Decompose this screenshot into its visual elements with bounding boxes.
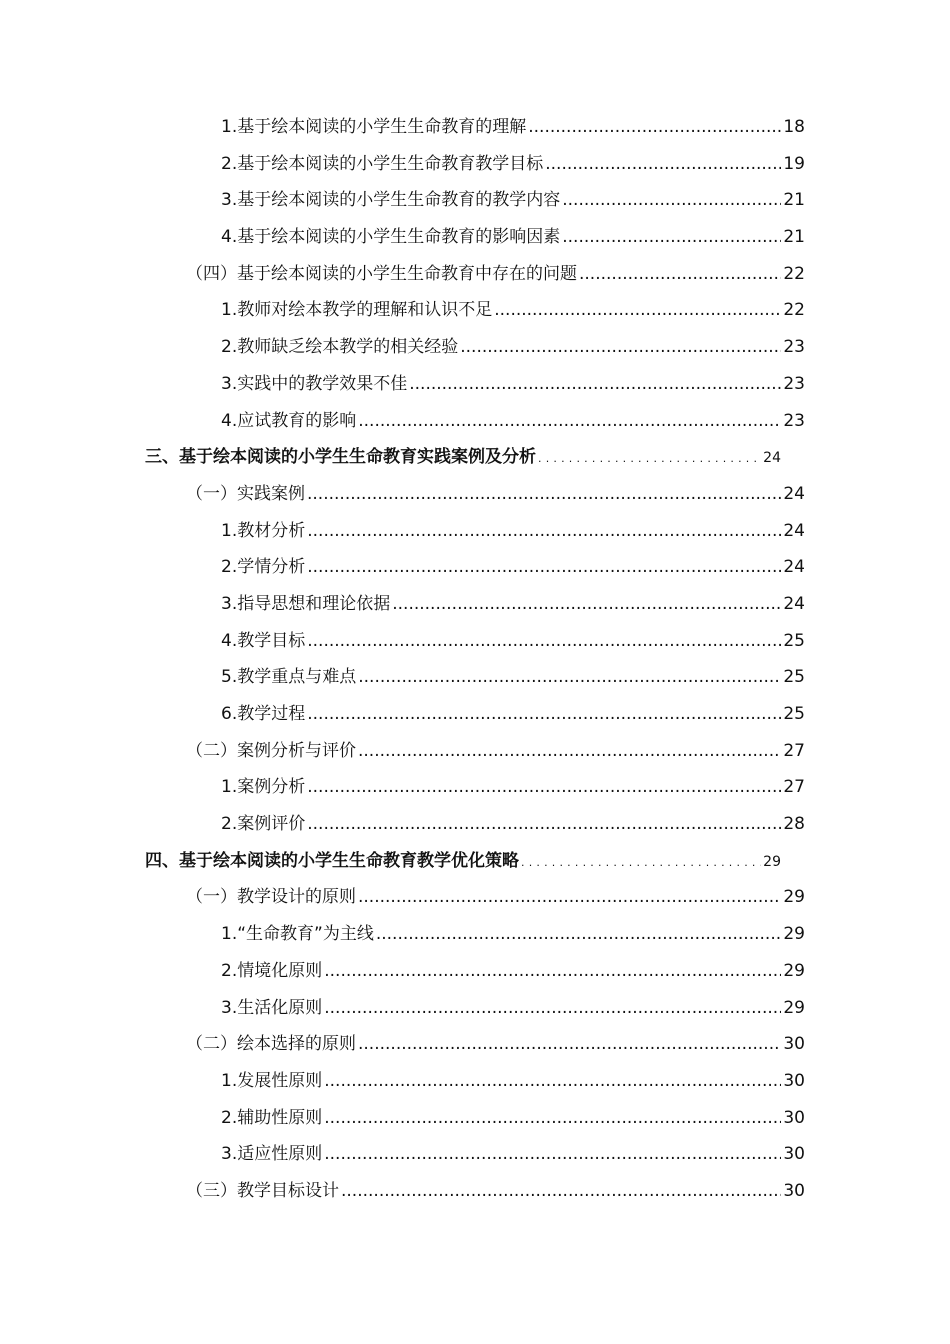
- toc-entry[interactable]: [0, 733, 805, 770]
- toc-entry[interactable]: [0, 329, 805, 366]
- toc-entry-label: 4.基于绘本阅读的小学生生命教育的影响因素: [221, 227, 561, 248]
- dot-leader: [307, 769, 781, 806]
- toc-entry-page: 23: [783, 410, 805, 431]
- toc-entry[interactable]: [0, 476, 805, 513]
- toc-entry-label: （二）绘本选择的原则: [186, 1034, 356, 1055]
- toc-entry-page: 24: [783, 483, 805, 504]
- dot-leader: [545, 146, 781, 183]
- dot-leader: [392, 586, 781, 623]
- toc-entry-label: 2.基于绘本阅读的小学生生命教育教学目标: [221, 153, 544, 174]
- toc-entry[interactable]: [0, 1063, 805, 1100]
- toc-entry[interactable]: [0, 990, 805, 1027]
- toc-entry-page: 29: [783, 887, 805, 908]
- toc-entry-label: 3.生活化原则: [221, 997, 323, 1018]
- toc-entry[interactable]: [0, 1136, 805, 1173]
- toc-entry[interactable]: [0, 109, 805, 146]
- toc-entry-page: 25: [783, 630, 805, 651]
- toc-entry-label: 2.教师缺乏绘本教学的相关经验: [221, 337, 459, 358]
- toc-entry-label: 1.发展性原则: [221, 1070, 323, 1091]
- toc-entry-label: 1.基于绘本阅读的小学生生命教育的理解: [221, 117, 527, 137]
- toc-entry[interactable]: [0, 1026, 805, 1063]
- table-of-contents: [0, 109, 950, 1210]
- toc-entry-label: 3.指导思想和理论依据: [221, 593, 391, 614]
- toc-entry[interactable]: [0, 806, 805, 843]
- toc-entry-page: 19: [783, 153, 805, 174]
- toc-entry-label: 四、基于绘本阅读的小学生生命教育教学优化策略: [145, 850, 519, 871]
- toc-entry[interactable]: [0, 366, 805, 403]
- toc-entry[interactable]: [0, 586, 805, 623]
- toc-entry-page: 24: [783, 557, 805, 578]
- dot-leader: [307, 513, 781, 550]
- dot-leader: [521, 845, 761, 882]
- toc-entry-label: 5.教学重点与难点: [221, 667, 357, 688]
- toc-entry[interactable]: [0, 549, 805, 586]
- toc-chapter-entry[interactable]: [0, 439, 781, 476]
- toc-entry-label: （一）教学设计的原则: [186, 887, 356, 908]
- toc-entry-label: 2.情境化原则: [221, 960, 323, 981]
- toc-entry-label: 3.基于绘本阅读的小学生生命教育的教学内容: [221, 190, 561, 211]
- toc-entry-page: 25: [783, 667, 805, 688]
- toc-entry-label: 2.学情分析: [221, 557, 306, 578]
- toc-entry-page: 21: [783, 227, 805, 248]
- dot-leader: [358, 1026, 781, 1063]
- dot-leader: [307, 476, 781, 513]
- toc-entry[interactable]: [0, 292, 805, 329]
- toc-entry-label: 1.教师对绘本教学的理解和认识不足: [221, 300, 493, 321]
- toc-entry-page: 22: [783, 263, 805, 284]
- dot-leader: [307, 623, 781, 660]
- toc-entry-page: 28: [783, 814, 805, 835]
- toc-entry[interactable]: [0, 513, 805, 550]
- dot-leader: [409, 366, 781, 403]
- dot-leader: [307, 549, 781, 586]
- dot-leader: [579, 256, 781, 293]
- toc-entry-label: 2.辅助性原则: [221, 1107, 323, 1128]
- dot-leader: [562, 182, 781, 219]
- dot-leader: [538, 441, 761, 478]
- toc-entry[interactable]: [0, 219, 805, 256]
- toc-entry-label: 6.教学过程: [221, 704, 306, 724]
- toc-entry-page: 21: [783, 190, 805, 211]
- toc-chapter-entry[interactable]: [0, 843, 781, 880]
- toc-entry-page: 23: [783, 337, 805, 358]
- toc-entry-page: 23: [783, 373, 805, 394]
- toc-entry-label: 2.案例评价: [221, 814, 306, 835]
- toc-entry[interactable]: [0, 659, 805, 696]
- dot-leader: [324, 953, 781, 990]
- toc-entry-page: 22: [783, 300, 805, 321]
- dot-leader: [358, 879, 781, 916]
- dot-leader: [307, 696, 781, 733]
- toc-entry[interactable]: [0, 146, 805, 183]
- dot-leader: [324, 990, 781, 1027]
- toc-entry-page: 29: [783, 960, 805, 981]
- toc-entry-page: 24: [783, 593, 805, 614]
- toc-entry-label: 三、基于绘本阅读的小学生生命教育实践案例及分析: [145, 447, 536, 468]
- toc-entry-page: 29: [783, 924, 805, 945]
- toc-entry-page: 25: [783, 704, 805, 724]
- dot-leader: [376, 916, 782, 953]
- dot-leader: [324, 1063, 781, 1100]
- toc-entry[interactable]: [0, 256, 805, 293]
- toc-entry-page: 30: [783, 1070, 805, 1091]
- dot-leader: [307, 806, 781, 843]
- toc-entry[interactable]: [0, 953, 805, 990]
- toc-entry-label: （三）教学目标设计: [186, 1180, 339, 1201]
- dot-leader: [358, 733, 781, 770]
- toc-entry-label: 1.教材分析: [221, 520, 306, 541]
- dot-leader: [358, 659, 781, 696]
- toc-entry-page: 30: [783, 1144, 805, 1165]
- toc-entry[interactable]: [0, 916, 805, 953]
- toc-entry-label: 3.适应性原则: [221, 1144, 323, 1165]
- dot-leader: [562, 219, 781, 256]
- dot-leader: [460, 329, 781, 366]
- toc-entry-page: 30: [783, 1034, 805, 1055]
- toc-entry-label: 4.应试教育的影响: [221, 410, 357, 431]
- toc-entry[interactable]: [0, 1173, 805, 1210]
- toc-entry-page: 24: [763, 450, 781, 467]
- toc-entry[interactable]: [0, 879, 805, 916]
- dot-leader: [324, 1136, 781, 1173]
- toc-entry-label: 3.实践中的教学效果不佳: [221, 373, 408, 394]
- toc-entry-page: 18: [783, 117, 805, 137]
- toc-entry[interactable]: [0, 623, 805, 660]
- toc-entry-page: 27: [783, 740, 805, 761]
- dot-leader: [528, 109, 781, 146]
- dot-leader: [324, 1100, 781, 1137]
- toc-entry[interactable]: [0, 1100, 805, 1137]
- toc-entry-page: 30: [783, 1180, 805, 1201]
- toc-entry-label: （一）实践案例: [186, 483, 305, 504]
- dot-leader: [494, 292, 781, 329]
- toc-entry-label: （二）案例分析与评价: [186, 740, 356, 761]
- toc-entry[interactable]: [0, 769, 805, 806]
- toc-entry[interactable]: [0, 182, 805, 219]
- toc-entry[interactable]: [0, 696, 805, 733]
- toc-entry-page: 29: [783, 997, 805, 1018]
- toc-entry-page: 27: [783, 777, 805, 798]
- dot-leader: [341, 1173, 781, 1210]
- toc-entry[interactable]: [0, 403, 805, 440]
- toc-entry-page: 29: [763, 853, 781, 870]
- toc-entry-label: 4.教学目标: [221, 630, 306, 651]
- toc-entry-page: 24: [783, 520, 805, 541]
- toc-entry-label: 1.“生命教育”为主线: [221, 924, 374, 945]
- toc-entry-label: 1.案例分析: [221, 777, 306, 798]
- toc-entry-page: 30: [783, 1107, 805, 1128]
- toc-entry-label: （四）基于绘本阅读的小学生生命教育中存在的问题: [186, 263, 577, 284]
- dot-leader: [358, 403, 781, 440]
